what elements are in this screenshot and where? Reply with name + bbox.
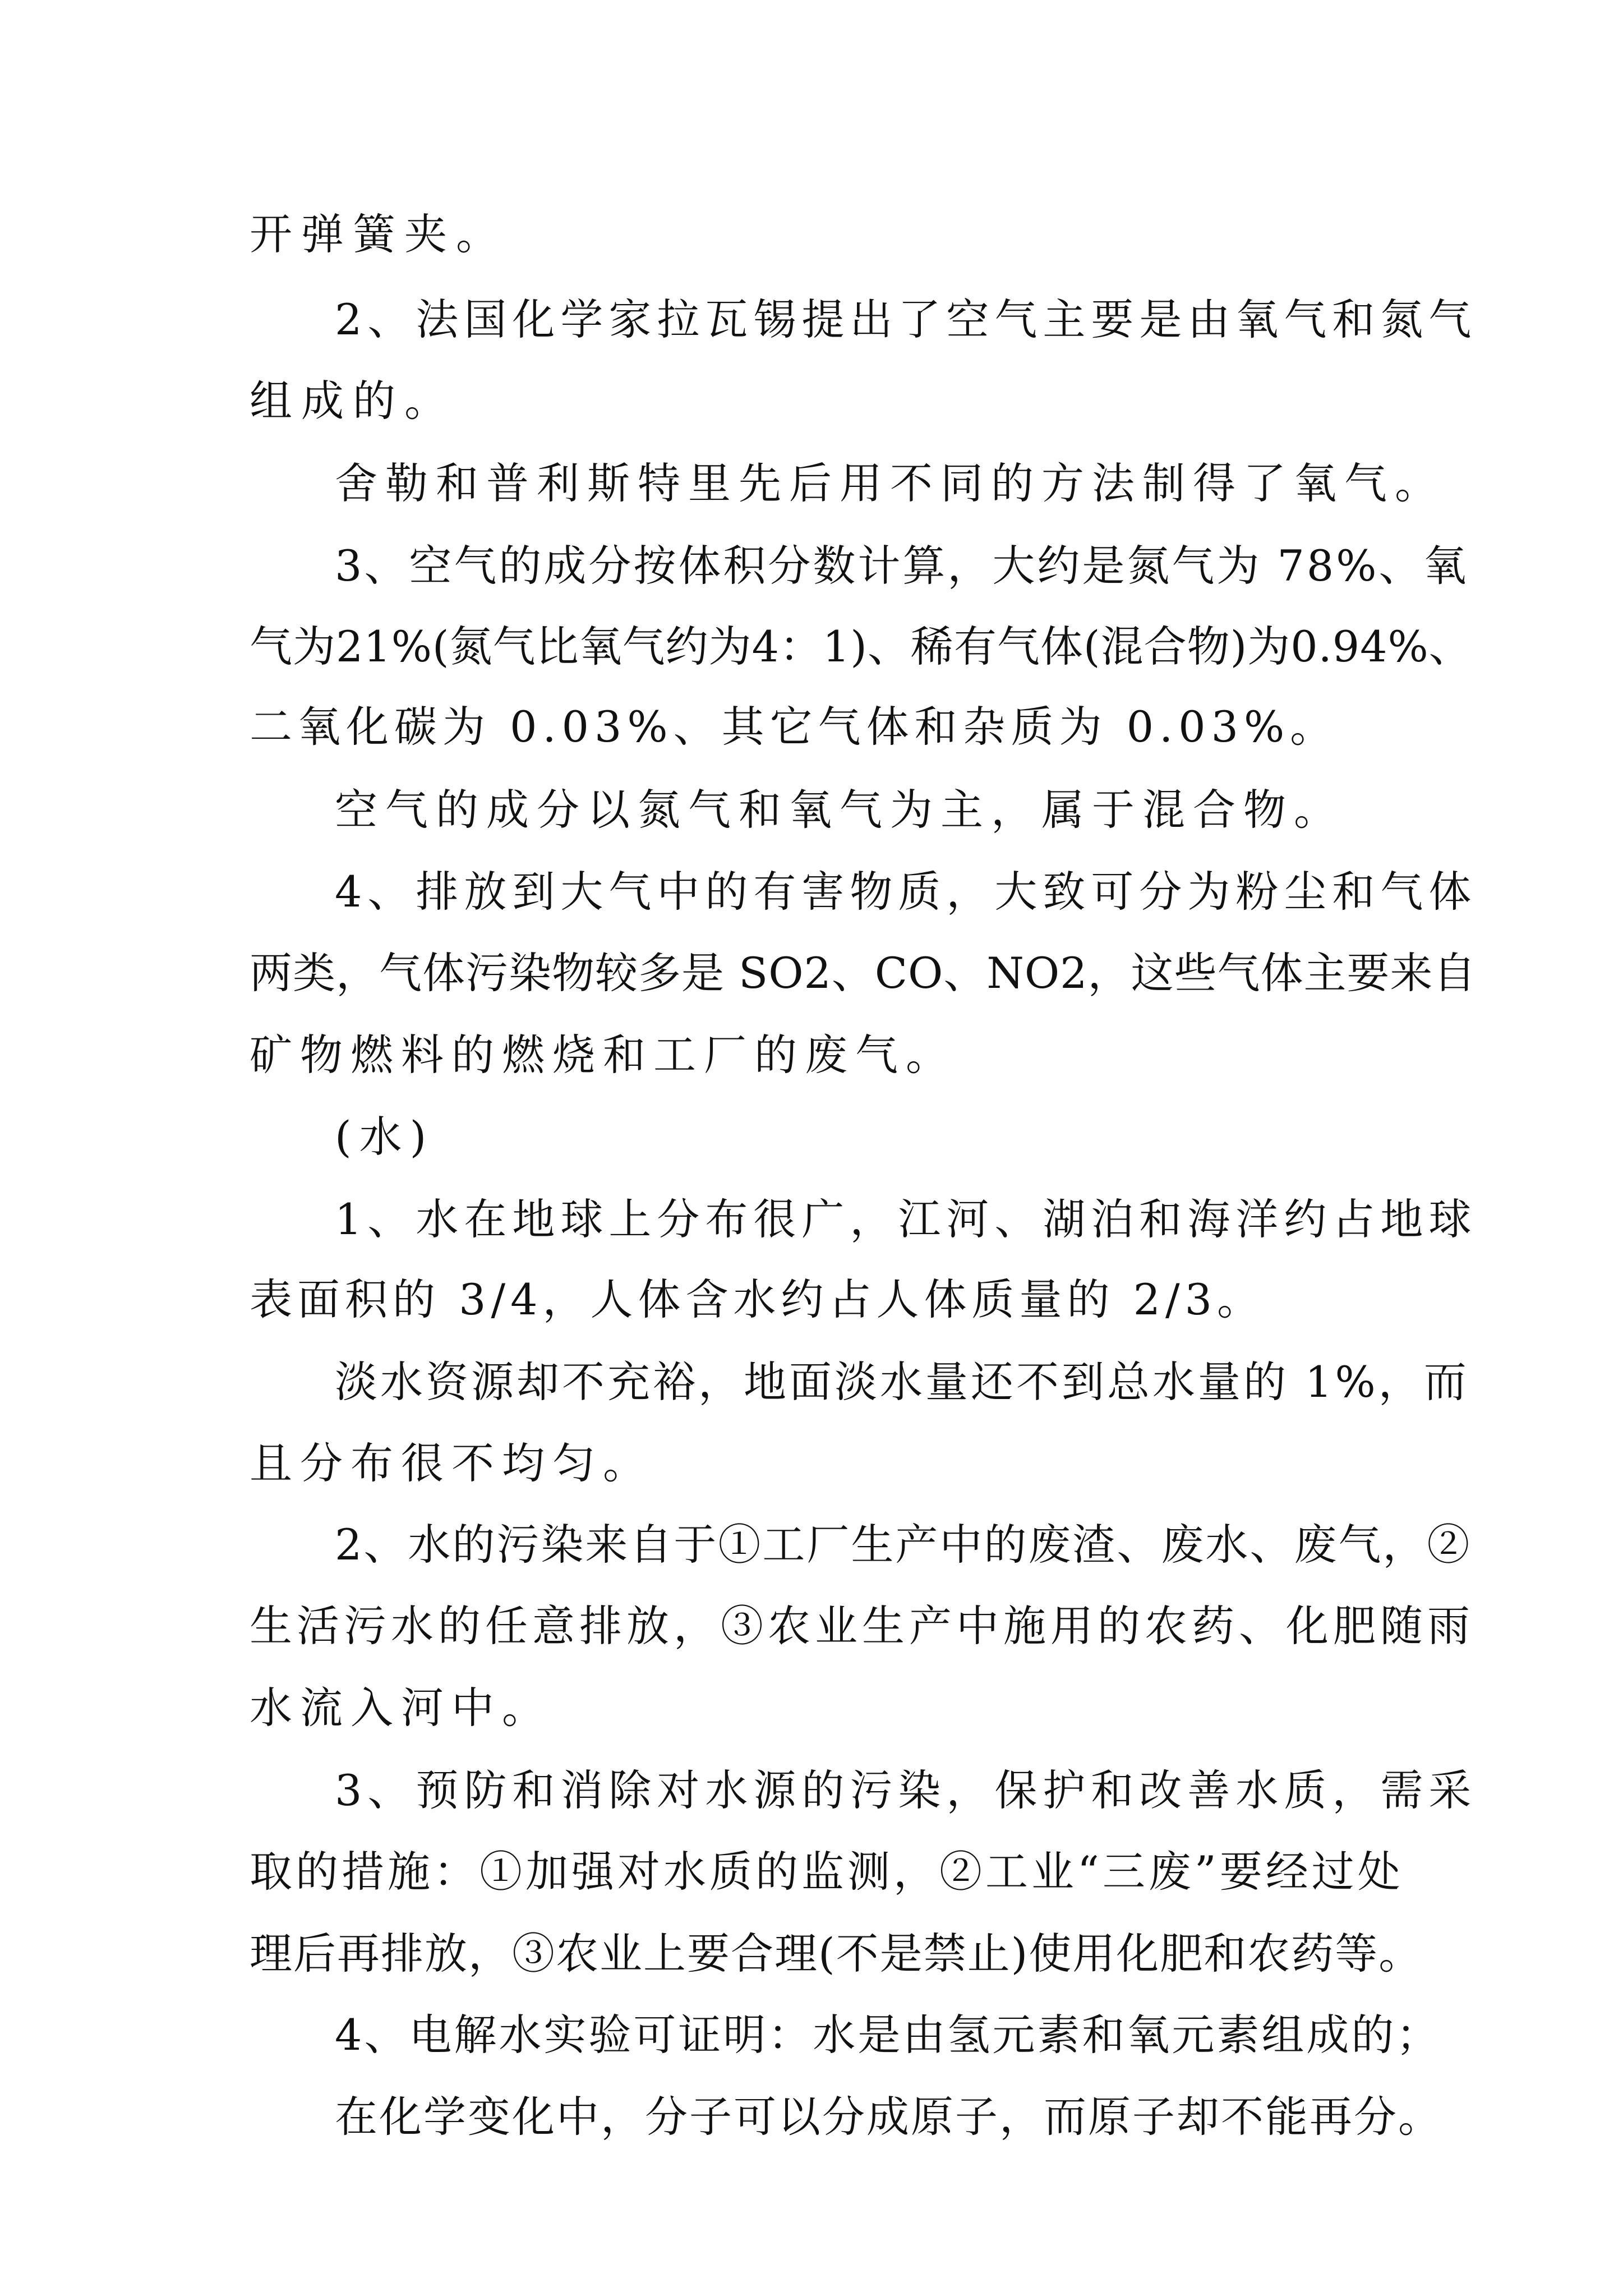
text-line: 3、空气的成分按体积分数计算，大约是氮气为 78%、氧 [335, 541, 1469, 591]
text-line: 4、电解水实验可证明：水是由氢元素和氧元素组成的； [335, 2010, 1441, 2060]
text-line: 空气的成分以氮气和氧气为主，属于混合物。 [335, 785, 1344, 835]
text-line: 两类，气体污染物较多是 SO2、CO、NO2，这些气体主要来自 [250, 948, 1477, 998]
text-line: 组成的。 [250, 376, 456, 426]
text-line: 2、水的污染来自于①工厂生产中的废渣、废水、废气，② [335, 1520, 1472, 1570]
text-line: 矿物燃料的燃烧和工厂的废气。 [250, 1030, 956, 1080]
text-line: 在化学变化中，分子可以分成原子，而原子却不能再分。 [335, 2092, 1442, 2142]
text-line: 且分布很不均匀。 [250, 1438, 653, 1488]
text-line: 表面积的 3/4，人体含水约占人体质量的 2/3。 [250, 1274, 1265, 1324]
text-line: (水) [335, 1112, 435, 1162]
text-line: 生活污水的任意排放，③农业生产中施用的农药、化肥随雨 [250, 1601, 1474, 1651]
text-line: 3、预防和消除对水源的污染，保护和改善水质，需采 [335, 1765, 1477, 1815]
text-line: 水流入河中。 [250, 1683, 552, 1733]
text-line: 理后再排放，③农业上要合理(不是禁止)使用化肥和农药等。 [250, 1929, 1423, 1978]
text-line: 1、水在地球上分布很广，江河、湖泊和海洋约占地球 [335, 1194, 1477, 1244]
text-line: 舍勒和普利斯特里先后用不同的方法制得了氧气。 [335, 458, 1445, 508]
text-line: 淡水资源却不充裕，地面淡水量还不到总水量的 1%，而 [335, 1357, 1469, 1407]
text-line: 4、排放到大气中的有害物质，大致可分为粉尘和气体 [335, 867, 1477, 917]
text-line: 取的措施：①加强对水质的监测，②工业“三废”要经过处 [250, 1847, 1404, 1897]
text-line: 二氧化碳为 0.03%、其它气体和杂质为 0.03%。 [250, 702, 1339, 752]
text-line: 2、法国化学家拉瓦锡提出了空气主要是由氧气和氮气 [335, 295, 1477, 344]
text-line: 气为21%(氮气比氧气约为4：1)、稀有气体(混合物)为0.94%、 [250, 622, 1472, 671]
text-line: 开弹簧夹。 [250, 209, 508, 259]
